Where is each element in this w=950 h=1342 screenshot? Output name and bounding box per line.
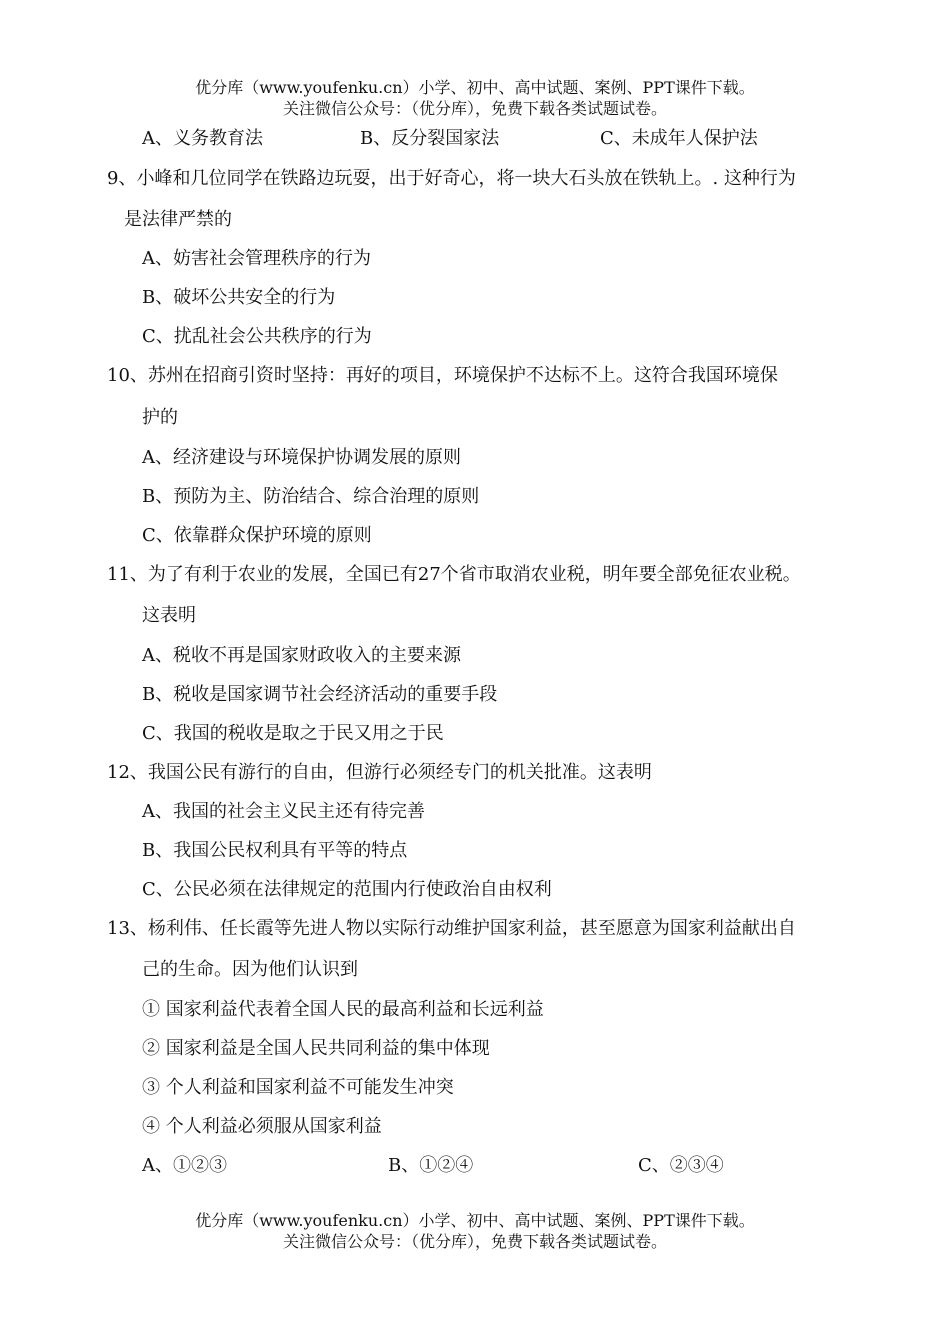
header-line-2: 关注微信公众号：（优分库），免费下载各类试题试卷。 bbox=[282, 99, 667, 118]
q12-option-a: A、我国的社会主义民主还有待完善 bbox=[142, 801, 425, 822]
q10-option-b: B、预防为主、防治结合、综合治理的原则 bbox=[142, 486, 480, 507]
q8-option-a: A、义务教育法 bbox=[142, 128, 263, 149]
q12-option-c: C、公民必须在法律规定的范围内行使政治自由权利 bbox=[142, 879, 552, 900]
q9-stem-line-2: 是法律严禁的 bbox=[124, 209, 232, 230]
header-line-1: 优分库（www.youfenku.cn）小学、初中、高中试题、案例、PPT课件下载。 bbox=[195, 78, 755, 97]
q13-statement-4: ④ 个人利益必须服从国家利益 bbox=[142, 1116, 382, 1137]
q10-option-a: A、经济建设与环境保护协调发展的原则 bbox=[142, 447, 461, 468]
footer-line-1: 优分库（www.youfenku.cn）小学、初中、高中试题、案例、PPT课件下载。 bbox=[195, 1211, 755, 1230]
q11-option-c: C、我国的税收是取之于民又用之于民 bbox=[142, 723, 444, 744]
q11-stem-line-2: 这表明 bbox=[142, 605, 196, 626]
q11-option-b: B、税收是国家调节社会经济活动的重要手段 bbox=[142, 684, 498, 705]
q9-stem-line-1: 9、小峰和几位同学在铁路边玩耍，出于好奇心，将一块大石头放在铁轨上。. 这种行为 bbox=[107, 168, 796, 189]
q8-option-c: C、未成年人保护法 bbox=[600, 128, 758, 149]
q13-option-a: A、①②③ bbox=[142, 1155, 227, 1176]
q13-stem-line-1: 13、杨利伟、任长霞等先进人物以实际行动维护国家利益，甚至愿意为国家利益献出自 bbox=[107, 918, 796, 939]
q9-option-a: A、妨害社会管理秩序的行为 bbox=[142, 248, 371, 269]
q10-stem-line-1: 10、苏州在招商引资时坚持：再好的项目，环境保护不达标不上。这符合我国环境保 bbox=[107, 365, 778, 386]
q11-stem-line-1: 11、为了有利于农业的发展，全国已有27个省市取消农业税，明年要全部免征农业税。 bbox=[107, 564, 801, 585]
q9-option-b: B、破坏公共安全的行为 bbox=[142, 287, 336, 308]
q11-option-a: A、税收不再是国家财政收入的主要来源 bbox=[142, 645, 461, 666]
q13-statement-2: ② 国家利益是全国人民共同利益的集中体现 bbox=[142, 1038, 490, 1059]
q13-statement-1: ① 国家利益代表着全国人民的最高利益和长远利益 bbox=[142, 999, 544, 1020]
q13-option-b: B、①②④ bbox=[388, 1155, 474, 1176]
q9-option-c: C、扰乱社会公共秩序的行为 bbox=[142, 326, 372, 347]
q10-option-c: C、依靠群众保护环境的原则 bbox=[142, 525, 372, 546]
q13-option-c: C、②③④ bbox=[638, 1155, 724, 1176]
q10-stem-line-2: 护的 bbox=[142, 407, 178, 428]
footer-line-2: 关注微信公众号：（优分库），免费下载各类试题试卷。 bbox=[282, 1232, 667, 1251]
q8-option-b: B、反分裂国家法 bbox=[360, 128, 500, 149]
q12-option-b: B、我国公民权利具有平等的特点 bbox=[142, 840, 408, 861]
q12-stem-line-1: 12、我国公民有游行的自由，但游行必须经专门的机关批准。这表明 bbox=[107, 762, 652, 783]
q13-statement-3: ③ 个人利益和国家利益不可能发生冲突 bbox=[142, 1077, 454, 1098]
q13-stem-line-2: 己的生命。因为他们认识到 bbox=[142, 959, 358, 980]
